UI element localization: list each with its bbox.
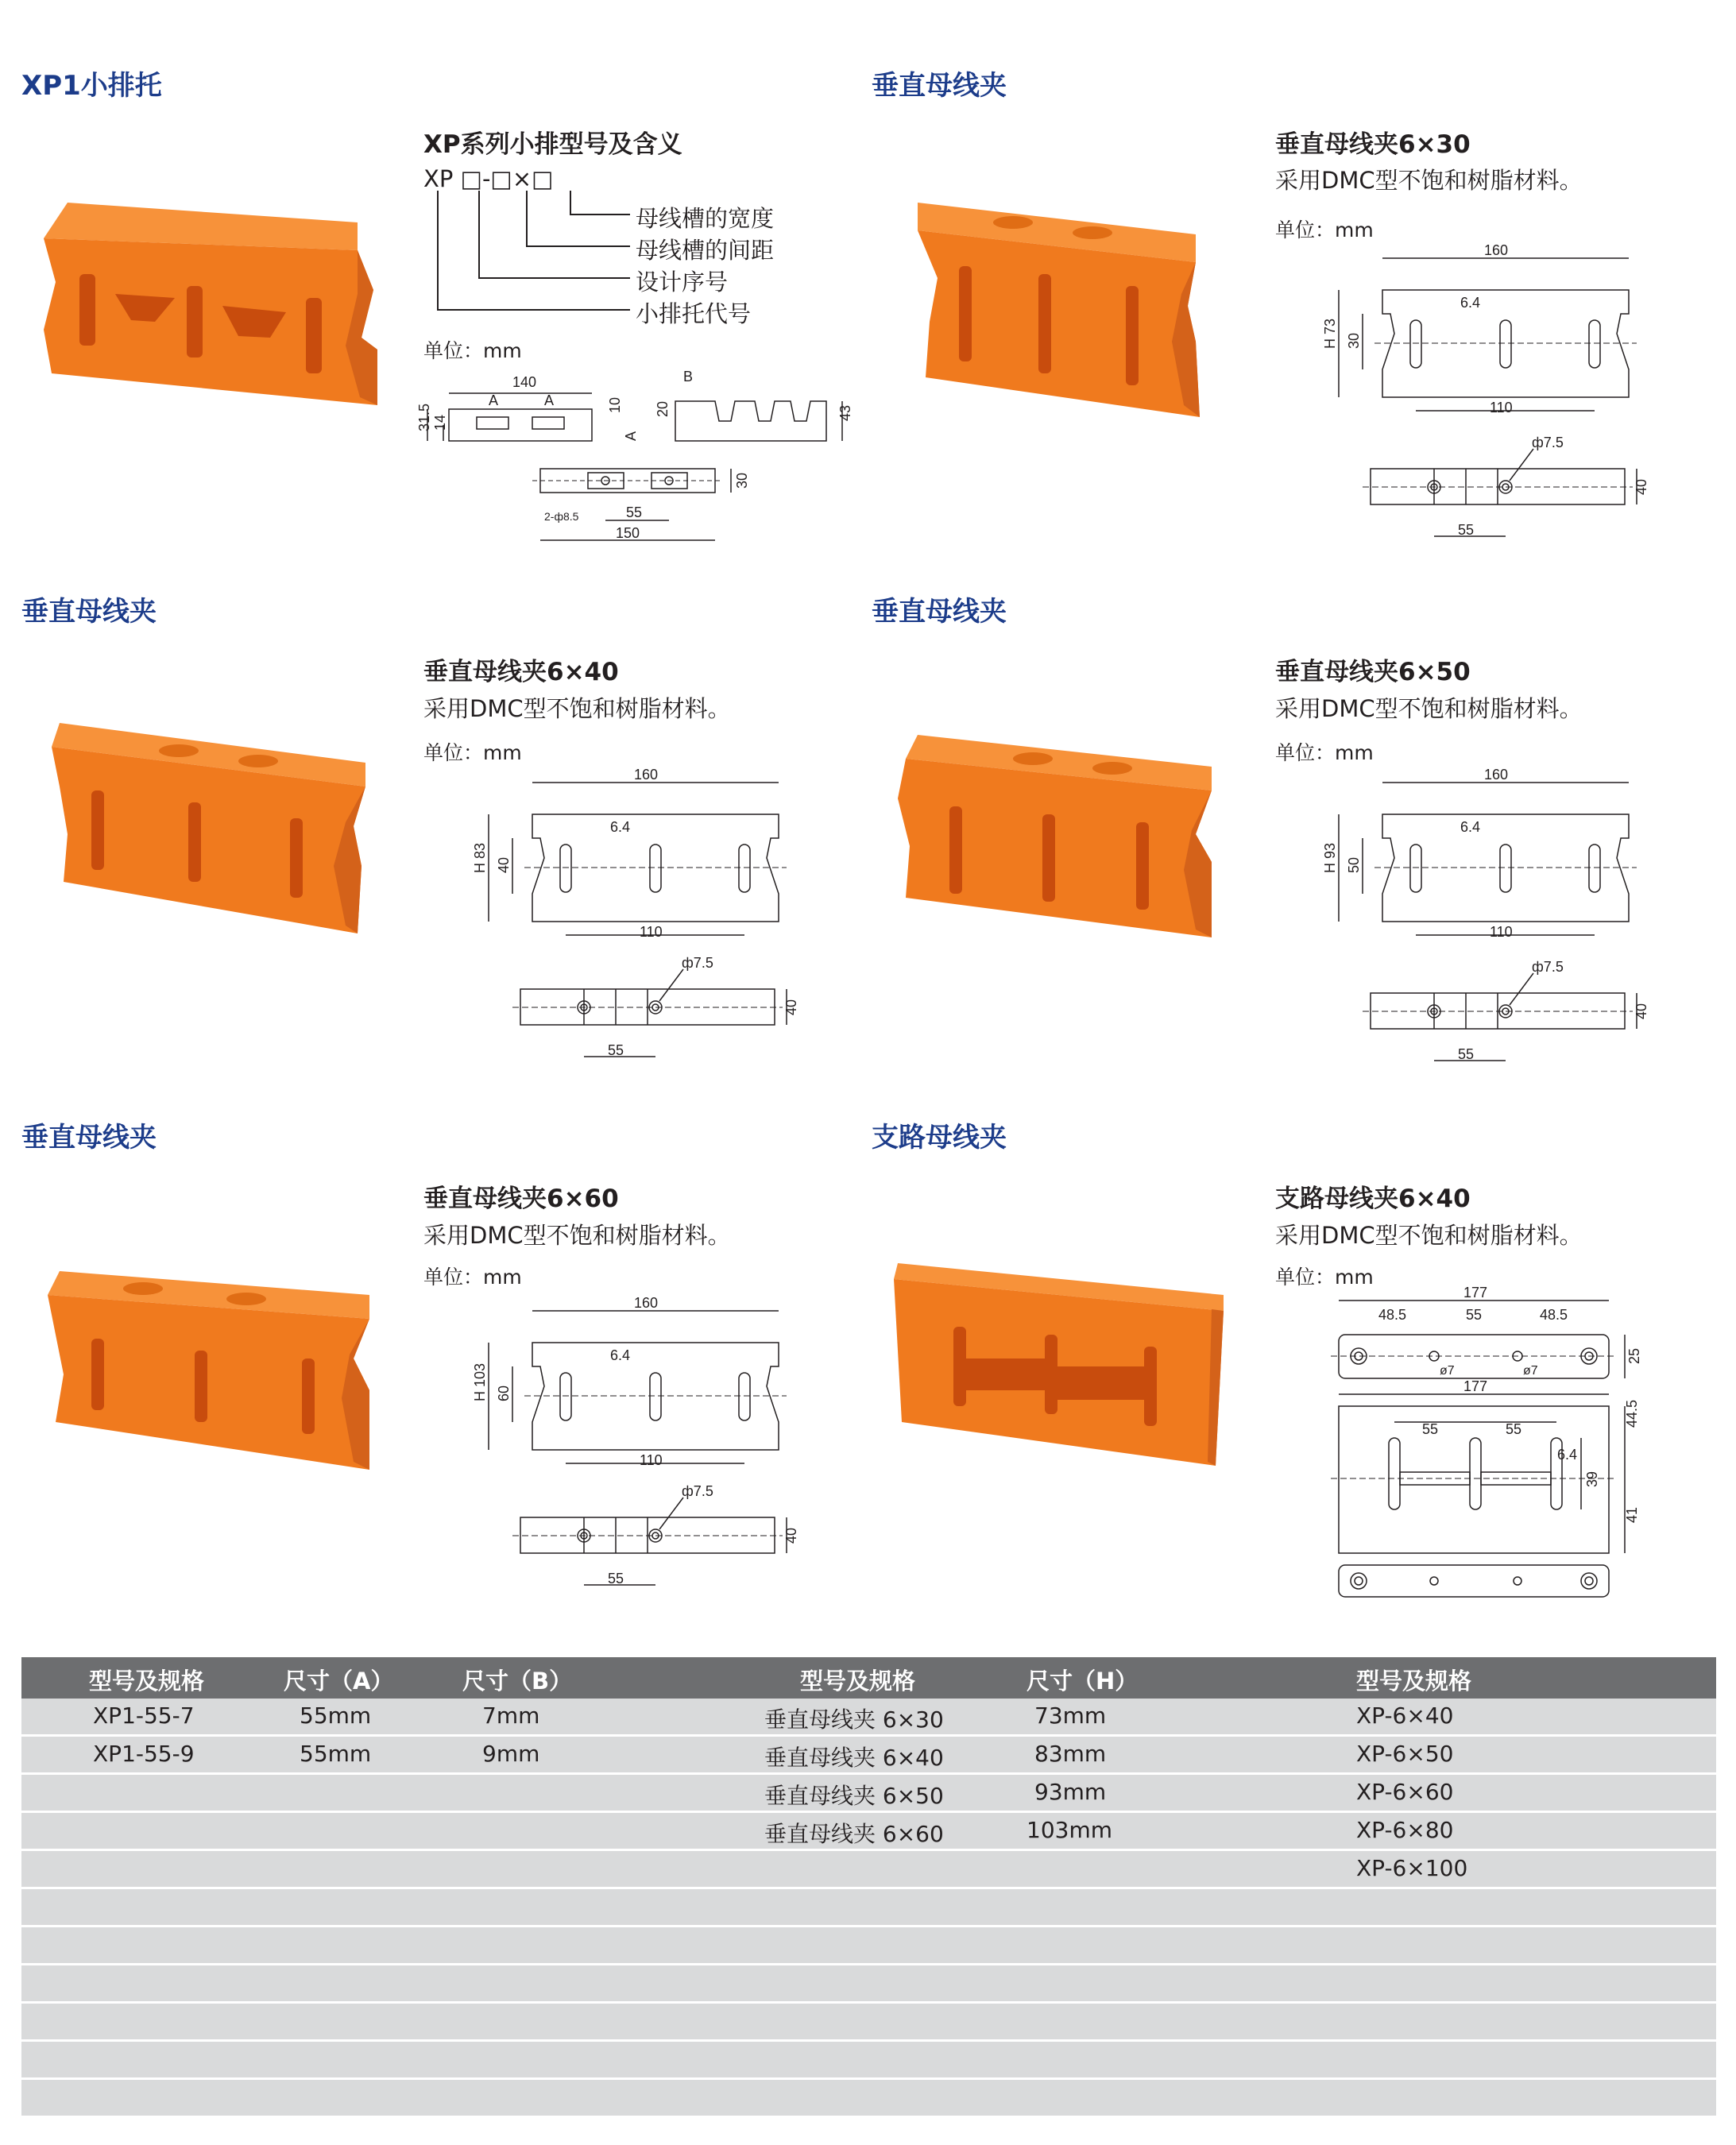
v660-dim-40: 40 (783, 1527, 799, 1544)
xp1-product-photo (44, 203, 377, 409)
b640-dim-177a: 177 (1463, 1285, 1488, 1301)
xp1-dim-a1: A (489, 392, 499, 408)
table-cell: 9mm (482, 1741, 540, 1767)
table-cell: 83mm (1034, 1741, 1107, 1767)
header-dim-h: 尺寸（H） (1027, 1668, 1139, 1695)
xp1-dim-150: 150 (616, 525, 640, 541)
table-row (21, 2080, 1716, 2118)
b640-dim-39: 39 (1584, 1471, 1600, 1487)
table-row (21, 1813, 1716, 1851)
table-cell: XP-6×50 (1356, 1741, 1454, 1767)
xp1-legend-1: 母线槽的宽度 (636, 205, 775, 232)
v640-dim-hole: ф7.5 (682, 955, 713, 971)
v630-dim-40: 40 (1634, 478, 1649, 495)
section-title-b640: 支路母线夹 (872, 1122, 1007, 1154)
v640-drawing (469, 759, 802, 1069)
v650-dim-hole: ф7.5 (1532, 959, 1564, 975)
xp1-legend-4: 小排托代号 (636, 300, 752, 327)
section-title-v640: 垂直母线夹 (21, 596, 157, 628)
b640-description: 采用DMC型不饱和树脂材料。 (1275, 1222, 1583, 1249)
section-title-xp1: XP1小排托 (21, 70, 162, 102)
table-cell: 73mm (1034, 1702, 1107, 1729)
table-row (21, 1699, 1716, 1737)
table-cell: 55mm (300, 1741, 372, 1767)
v640-dim-110: 110 (640, 924, 663, 940)
v650-unit: 单位：mm (1275, 741, 1374, 764)
xp1-legend-2: 母线槽的间距 (636, 237, 775, 264)
table-cell: 垂直母线夹 6×40 (764, 1745, 944, 1771)
v630-dim-55: 55 (1458, 522, 1475, 538)
xp1-dim-a3: A (623, 431, 639, 441)
v630-dim-160: 160 (1484, 242, 1509, 258)
b640-dim-44-5: 44.5 (1624, 1399, 1640, 1428)
b640-dim-6-4: 6.4 (1557, 1447, 1578, 1463)
xp1-dim-10: 10 (607, 396, 623, 413)
table-cell: XP1-55-9 (93, 1741, 195, 1767)
v640-dim-h: H 83 (472, 842, 488, 873)
xp1-code: XP □-□×□ (423, 165, 554, 192)
xp1-dim-140: 140 (512, 374, 537, 390)
v660-dim-110: 110 (640, 1452, 663, 1468)
v650-description: 采用DMC型不饱和树脂材料。 (1275, 695, 1583, 722)
xp1-dim-30: 30 (734, 472, 750, 489)
v660-product-photo (48, 1271, 373, 1470)
xp1-dim-20: 20 (655, 400, 671, 417)
table-cell: 垂直母线夹 6×60 (764, 1821, 944, 1847)
v660-product-title: 垂直母线夹6×60 (423, 1185, 619, 1213)
header-model-2: 型号及规格 (800, 1668, 916, 1695)
xp1-dim-b: B (683, 369, 694, 385)
table-row (21, 1927, 1716, 1965)
table-row (21, 1851, 1716, 1889)
table-cell: XP-6×60 (1356, 1779, 1454, 1805)
v650-dim-h: H 93 (1322, 842, 1338, 873)
xp1-code-legend-lines (423, 191, 654, 326)
v640-product-title: 垂直母线夹6×40 (423, 658, 619, 686)
v640-dim-6-4: 6.4 (610, 819, 631, 835)
xp1-dim-31-5: 31.5 (416, 403, 432, 431)
section-title-v650: 垂直母线夹 (872, 596, 1007, 628)
v650-dim-110: 110 (1490, 924, 1513, 940)
spec-table (21, 1657, 1716, 2118)
header-model-1: 型号及规格 (89, 1668, 205, 1695)
v650-product-title: 垂直母线夹6×50 (1275, 658, 1471, 686)
table-cell: XP-6×40 (1356, 1702, 1454, 1729)
b640-unit: 单位：mm (1275, 1266, 1374, 1289)
b640-drawing (1327, 1283, 1645, 1601)
b640-dim-48-5a: 48.5 (1378, 1307, 1407, 1323)
xp1-dim-a2: A (544, 392, 555, 408)
v630-product-photo (918, 203, 1204, 421)
v630-unit: 单位：mm (1275, 218, 1374, 242)
b640-dim-hole-a: ø7 (1440, 1364, 1455, 1378)
b640-dim-55a: 55 (1466, 1307, 1483, 1323)
table-cell: 103mm (1027, 1817, 1112, 1843)
b640-dim-25: 25 (1626, 1347, 1642, 1364)
table-row (21, 2042, 1716, 2080)
xp1-code-title: XP系列小排型号及含义 (423, 130, 682, 159)
b640-product-title: 支路母线夹6×40 (1275, 1185, 1471, 1213)
b640-dim-55c: 55 (1506, 1421, 1522, 1437)
v640-dim-55: 55 (608, 1042, 624, 1058)
v640-unit: 单位：mm (423, 741, 522, 764)
v650-product-photo (898, 735, 1216, 941)
table-cell: XP1-55-7 (93, 1702, 195, 1729)
b640-dim-177b: 177 (1463, 1378, 1488, 1394)
v660-drawing (469, 1287, 802, 1597)
table-cell: 55mm (300, 1702, 372, 1729)
v640-dim-160: 160 (634, 767, 659, 783)
xp1-dim-43: 43 (837, 404, 853, 421)
v650-dim-40: 40 (1634, 1003, 1649, 1019)
table-row (21, 1775, 1716, 1813)
table-cell: 垂直母线夹 6×30 (764, 1706, 944, 1733)
xp1-dim-14: 14 (432, 414, 448, 431)
table-row (21, 1889, 1716, 1927)
v660-dim-h: H 103 (472, 1362, 488, 1401)
table-row (21, 1737, 1716, 1775)
table-cell: 垂直母线夹 6×50 (764, 1783, 944, 1809)
v660-description: 采用DMC型不饱和树脂材料。 (423, 1222, 731, 1249)
v650-dim-55: 55 (1458, 1046, 1475, 1062)
xp1-dim-hole: 2-ф8.5 (544, 510, 579, 523)
v650-dim-6-4: 6.4 (1460, 819, 1481, 835)
spec-table-header (21, 1657, 1716, 1699)
section-title-v660: 垂直母线夹 (21, 1122, 157, 1154)
v630-description: 采用DMC型不饱和树脂材料。 (1275, 167, 1583, 194)
v630-drawing (1319, 234, 1653, 544)
table-cell: 7mm (482, 1702, 540, 1729)
v660-dim-60: 60 (496, 1385, 512, 1401)
v630-dim-110: 110 (1490, 400, 1513, 415)
v650-dim-160: 160 (1484, 767, 1509, 783)
table-cell: 93mm (1034, 1779, 1107, 1805)
v630-dim-6-4: 6.4 (1460, 295, 1481, 311)
v640-dim-40b: 40 (783, 999, 799, 1015)
v640-product-photo (52, 723, 369, 933)
v650-drawing (1319, 759, 1653, 1069)
v660-dim-55: 55 (608, 1571, 624, 1587)
v630-dim-30: 30 (1346, 332, 1362, 349)
xp1-dim-55: 55 (626, 504, 643, 520)
b640-dim-41: 41 (1624, 1506, 1640, 1523)
table-cell: XP-6×100 (1356, 1855, 1468, 1881)
v650-dim-50: 50 (1346, 856, 1362, 873)
table-cell: XP-6×80 (1356, 1817, 1454, 1843)
header-dim-b: 尺寸（B） (462, 1668, 573, 1695)
xp1-unit: 单位：mm (423, 339, 522, 362)
v630-dim-h: H 73 (1322, 318, 1338, 349)
v630-product-title: 垂直母线夹6×30 (1275, 130, 1471, 159)
v660-dim-hole: ф7.5 (682, 1483, 713, 1499)
v660-dim-160: 160 (634, 1295, 659, 1311)
b640-product-photo (894, 1263, 1228, 1470)
xp1-legend-3: 设计序号 (636, 269, 729, 296)
header-dim-a: 尺寸（A） (284, 1668, 394, 1695)
v660-unit: 单位：mm (423, 1266, 522, 1289)
v630-dim-hole: ф7.5 (1532, 435, 1564, 450)
b640-dim-48-5b: 48.5 (1540, 1307, 1568, 1323)
header-model-3: 型号及规格 (1356, 1668, 1472, 1695)
xp1-drawing (413, 361, 858, 552)
v660-dim-6-4: 6.4 (610, 1347, 631, 1363)
v640-description: 采用DMC型不饱和树脂材料。 (423, 695, 731, 722)
v640-dim-40a: 40 (496, 856, 512, 873)
b640-dim-55b: 55 (1422, 1421, 1439, 1437)
b640-dim-hole-b: ø7 (1523, 1364, 1538, 1378)
table-row (21, 1965, 1716, 2004)
table-row (21, 2004, 1716, 2042)
section-title-v630: 垂直母线夹 (872, 70, 1007, 102)
